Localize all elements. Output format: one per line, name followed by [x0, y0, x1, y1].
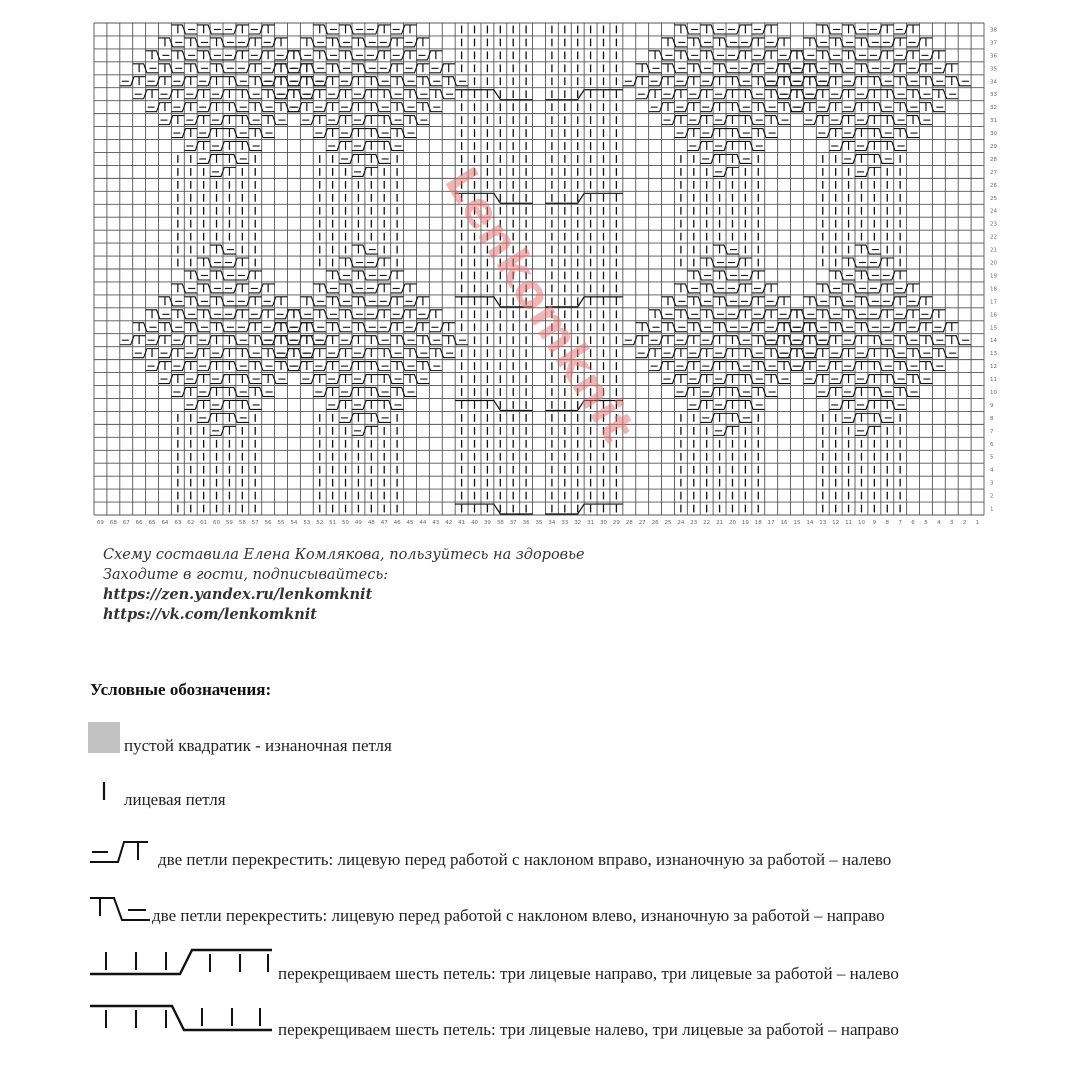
- legend-text: пустой квадратик - изнаночная петля: [124, 736, 392, 755]
- link-zen[interactable]: https://zen.yandex.ru/lenkomknit: [103, 586, 373, 603]
- row-label: 5: [990, 454, 994, 461]
- legend-item-cross-left: [88, 894, 885, 924]
- column-label: 7: [898, 520, 902, 526]
- column-label: 21: [716, 520, 724, 526]
- legend-text: две петли перекрестить: лицевую перед работой с наклоном влево, изнаночную за работой – направо: [152, 906, 885, 925]
- legend-item-knit: [88, 780, 226, 809]
- column-label: 3: [950, 520, 954, 526]
- column-label: 48: [367, 520, 375, 526]
- watermark: Lenkomknit: [434, 157, 646, 453]
- column-label: 60: [213, 520, 221, 526]
- row-label: 32: [990, 105, 997, 112]
- column-label: 39: [483, 520, 491, 526]
- column-label: 37: [509, 520, 517, 526]
- legend-item-cable-six-right: [88, 946, 899, 983]
- column-label: 10: [857, 520, 865, 526]
- column-label: 66: [135, 520, 143, 526]
- row-label: 37: [990, 40, 997, 47]
- row-label: 7: [990, 428, 994, 435]
- cable-six-right-icon: [88, 946, 274, 978]
- row-label: 11: [990, 377, 997, 384]
- column-label: 25: [664, 520, 672, 526]
- column-label: 53: [303, 520, 311, 526]
- credits-invite: Заходите в гости, подписывайтесь:: [103, 567, 389, 583]
- column-label: 19: [741, 520, 749, 526]
- column-labels: [97, 520, 979, 526]
- row-label: 1: [990, 506, 994, 513]
- row-label: 3: [990, 480, 994, 487]
- cross-right-icon: [88, 838, 154, 866]
- row-label: 12: [990, 364, 997, 371]
- legend-item-cable-six-left: [88, 1002, 899, 1039]
- column-label: 64: [161, 520, 169, 526]
- column-label: 6: [911, 520, 915, 526]
- column-label: 9: [872, 520, 877, 526]
- row-label: 18: [990, 286, 997, 293]
- column-label: 40: [471, 520, 479, 526]
- row-label: 17: [990, 299, 997, 306]
- column-label: 29: [612, 520, 620, 526]
- row-label: 22: [990, 234, 997, 241]
- column-label: 4: [937, 520, 941, 526]
- column-label: 36: [522, 520, 530, 526]
- row-label: 4: [990, 467, 994, 474]
- column-label: 61: [200, 520, 208, 526]
- knit-stitch-icon: [88, 780, 120, 804]
- column-label: 18: [754, 520, 762, 526]
- row-label: 19: [990, 273, 997, 280]
- column-label: 59: [225, 520, 233, 526]
- legend-title: Условные обозначения:: [90, 680, 272, 699]
- column-label: 16: [780, 520, 788, 526]
- row-label: 24: [990, 208, 997, 215]
- row-label: 36: [990, 53, 997, 60]
- row-label: 15: [990, 325, 997, 332]
- column-label: 38: [496, 520, 504, 526]
- cross-left-icon: [88, 894, 152, 924]
- column-label: 43: [432, 520, 440, 526]
- row-label: 27: [990, 169, 997, 176]
- row-label: 9: [990, 402, 994, 409]
- row-label: 35: [990, 66, 997, 73]
- purl-empty-square-icon: [88, 722, 120, 753]
- column-label: 41: [458, 520, 466, 526]
- column-label: 54: [290, 520, 298, 526]
- column-label: 62: [187, 520, 195, 526]
- column-label: 67: [122, 520, 130, 526]
- column-label: 52: [316, 520, 324, 526]
- row-label: 8: [990, 415, 994, 422]
- row-label: 23: [990, 221, 997, 228]
- column-label: 8: [885, 520, 890, 526]
- column-label: 28: [625, 520, 633, 526]
- row-label: 38: [990, 27, 997, 34]
- row-label: 25: [990, 195, 997, 202]
- column-label: 14: [806, 520, 814, 526]
- chart-grid: [94, 23, 984, 515]
- column-label: 58: [238, 520, 246, 526]
- legend-item-cross-right: [88, 838, 892, 869]
- column-label: 47: [380, 520, 388, 526]
- column-label: 65: [148, 520, 156, 526]
- column-label: 34: [548, 520, 556, 526]
- column-label: 44: [419, 520, 427, 526]
- column-label: 15: [793, 520, 801, 526]
- column-label: 57: [251, 520, 259, 526]
- row-label: 31: [990, 118, 997, 125]
- row-labels: [990, 27, 997, 512]
- column-label: 33: [561, 520, 569, 526]
- credits-author: Схему составила Елена Комлякова, пользуйтесь на здоровье: [103, 547, 585, 563]
- column-label: 17: [767, 520, 775, 526]
- column-label: 56: [264, 520, 272, 526]
- row-label: 26: [990, 182, 997, 189]
- column-label: 45: [406, 520, 414, 526]
- column-label: 32: [574, 520, 582, 526]
- column-label: 35: [535, 520, 543, 526]
- row-label: 34: [990, 79, 997, 86]
- legend-text: две петли перекрестить: лицевую перед работой с наклоном вправо, изнаночную за работой – налево: [158, 850, 892, 869]
- row-label: 2: [990, 493, 994, 500]
- column-label: 23: [690, 520, 698, 526]
- column-label: 13: [819, 520, 827, 526]
- legend-item-purl: [88, 722, 392, 753]
- legend-text: перекрещиваем шесть петель: три лицевые налево, три лицевые за работой – направо: [278, 1020, 899, 1039]
- row-label: 6: [990, 441, 994, 448]
- column-label: 31: [587, 520, 595, 526]
- column-label: 2: [962, 520, 967, 526]
- column-label: 46: [393, 520, 401, 526]
- credits-block: [103, 545, 585, 625]
- row-label: 21: [990, 247, 997, 254]
- legend-text: перекрещиваем шесть петель: три лицевые направо, три лицевые за работой – налево: [278, 964, 899, 983]
- column-label: 24: [677, 520, 685, 526]
- column-label: 27: [638, 520, 646, 526]
- column-label: 11: [845, 520, 853, 526]
- link-vk[interactable]: https://vk.com/lenkomknit: [103, 606, 317, 623]
- column-label: 51: [329, 520, 337, 526]
- row-label: 28: [990, 156, 997, 163]
- row-label: 16: [990, 312, 997, 319]
- column-label: 30: [599, 520, 607, 526]
- column-label: 68: [109, 520, 117, 526]
- row-label: 29: [990, 144, 997, 150]
- column-label: 26: [651, 520, 659, 526]
- column-label: 5: [924, 520, 928, 526]
- row-label: 20: [990, 260, 997, 267]
- column-label: 69: [96, 520, 104, 526]
- column-label: 49: [354, 520, 362, 526]
- column-label: 20: [728, 520, 736, 526]
- row-label: 13: [990, 351, 997, 358]
- column-label: 55: [277, 520, 285, 526]
- column-label: 63: [174, 520, 182, 526]
- row-label: 14: [990, 338, 997, 345]
- column-label: 1: [975, 520, 980, 526]
- column-label: 22: [703, 520, 711, 526]
- cable-six-left-icon: [88, 1002, 274, 1034]
- row-label: 33: [990, 92, 997, 99]
- legend-text: лицевая петля: [124, 790, 226, 809]
- row-label: 10: [990, 390, 997, 396]
- row-label: 30: [990, 131, 997, 138]
- column-label: 42: [445, 520, 453, 526]
- column-label: 50: [342, 520, 350, 526]
- column-label: 12: [832, 520, 840, 526]
